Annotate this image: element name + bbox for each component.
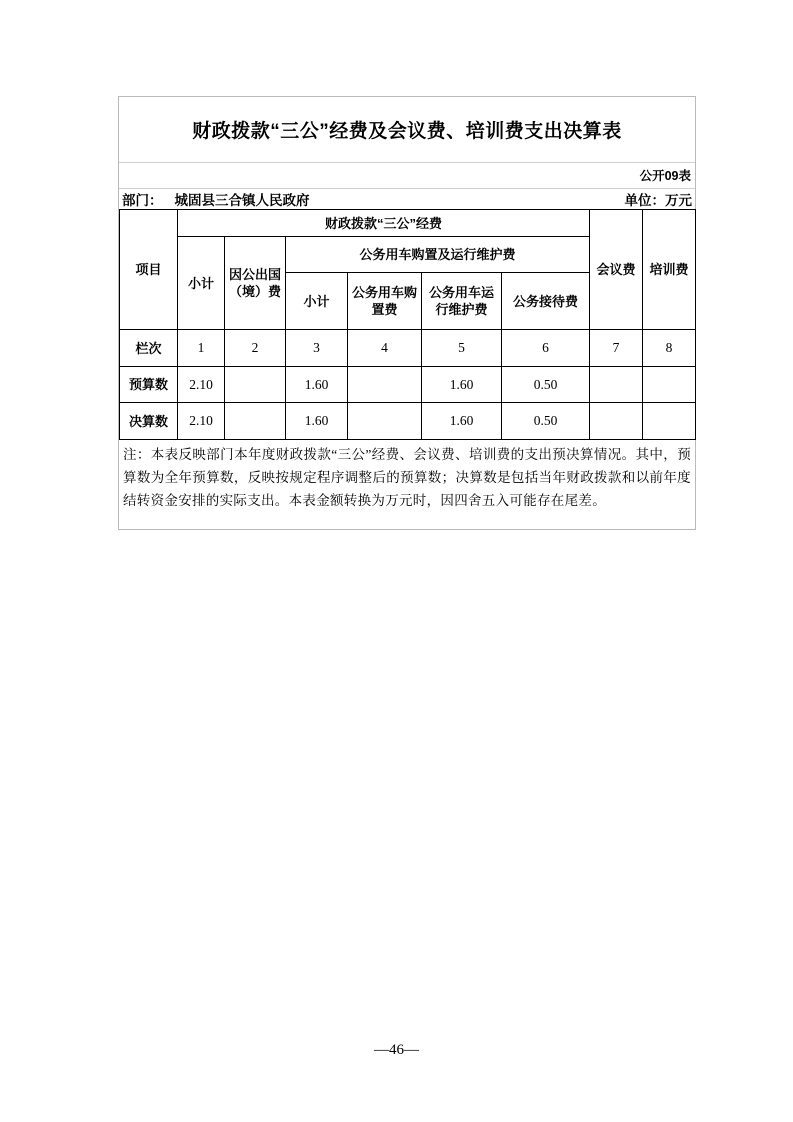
cell: 1.60 <box>422 367 502 403</box>
row-label: 预算数 <box>120 367 178 403</box>
page-number: —46— <box>374 1042 419 1058</box>
header-vehicle-purchase: 公务用车购置费 <box>348 273 422 330</box>
cell: 2.10 <box>178 403 225 440</box>
cell: 1.60 <box>422 403 502 440</box>
cell <box>348 367 422 403</box>
cell <box>590 403 643 440</box>
table-row-budget <box>120 367 696 403</box>
cell <box>225 367 286 403</box>
header-three-public: 财政拨款“三公”经费 <box>178 210 590 237</box>
table-row-column-index <box>120 330 696 367</box>
header-abroad-fee: 因公出国（境）费 <box>225 237 286 330</box>
header-vehicle-subtotal: 小计 <box>286 273 348 330</box>
cell: 4 <box>348 330 422 367</box>
table-code-label: 公开09表 <box>639 169 691 183</box>
cell: 0.50 <box>502 367 590 403</box>
department-value: 城固县三合镇人民政府 <box>174 193 310 208</box>
expense-table <box>119 209 696 440</box>
table-code-row <box>119 163 695 189</box>
note-text: 注：本表反映部门本年度财政拨款“三公”经费、会议费、培训费的支出预决算情况。其中，预算数为全年预算数，反映按规定程序调整后的预算数；决算数是包括当年财政拨款和以前年度结转资金安排的实际支出。本表金额转换为万元时，因四舍五入可能存在尾差。 <box>123 447 691 508</box>
cell <box>590 367 643 403</box>
row-label: 决算数 <box>120 403 178 440</box>
header-row-1 <box>120 210 696 237</box>
header-project: 项目 <box>120 210 178 330</box>
header-vehicle-group: 公务用车购置及运行维护费 <box>286 237 590 273</box>
title-row <box>119 97 695 163</box>
row-label: 栏次 <box>120 330 178 367</box>
cell <box>225 403 286 440</box>
cell: 2 <box>225 330 286 367</box>
cell <box>643 403 696 440</box>
cell: 0.50 <box>502 403 590 440</box>
header-meeting-fee: 会议费 <box>590 210 643 330</box>
department-label: 部门： <box>122 193 163 208</box>
header-subtotal: 小计 <box>178 237 225 330</box>
header-vehicle-maintenance: 公务用车运行维护费 <box>422 273 502 330</box>
meta-row <box>119 189 695 209</box>
table-row-final <box>120 403 696 440</box>
cell: 8 <box>643 330 696 367</box>
department-field <box>122 189 310 209</box>
header-training-fee: 培训费 <box>643 210 696 330</box>
cell: 1 <box>178 330 225 367</box>
cell: 7 <box>590 330 643 367</box>
cell <box>348 403 422 440</box>
page-title: 财政拨款“三公”经费及会议费、培训费支出决算表 <box>192 121 622 142</box>
header-official-reception: 公务接待费 <box>502 273 590 330</box>
cell: 6 <box>502 330 590 367</box>
cell: 5 <box>422 330 502 367</box>
cell: 3 <box>286 330 348 367</box>
unit-label: 单位：万元 <box>624 193 692 208</box>
cell: 1.60 <box>286 367 348 403</box>
cell: 1.60 <box>286 403 348 440</box>
report-sheet <box>118 96 696 530</box>
cell <box>643 367 696 403</box>
cell: 2.10 <box>178 367 225 403</box>
